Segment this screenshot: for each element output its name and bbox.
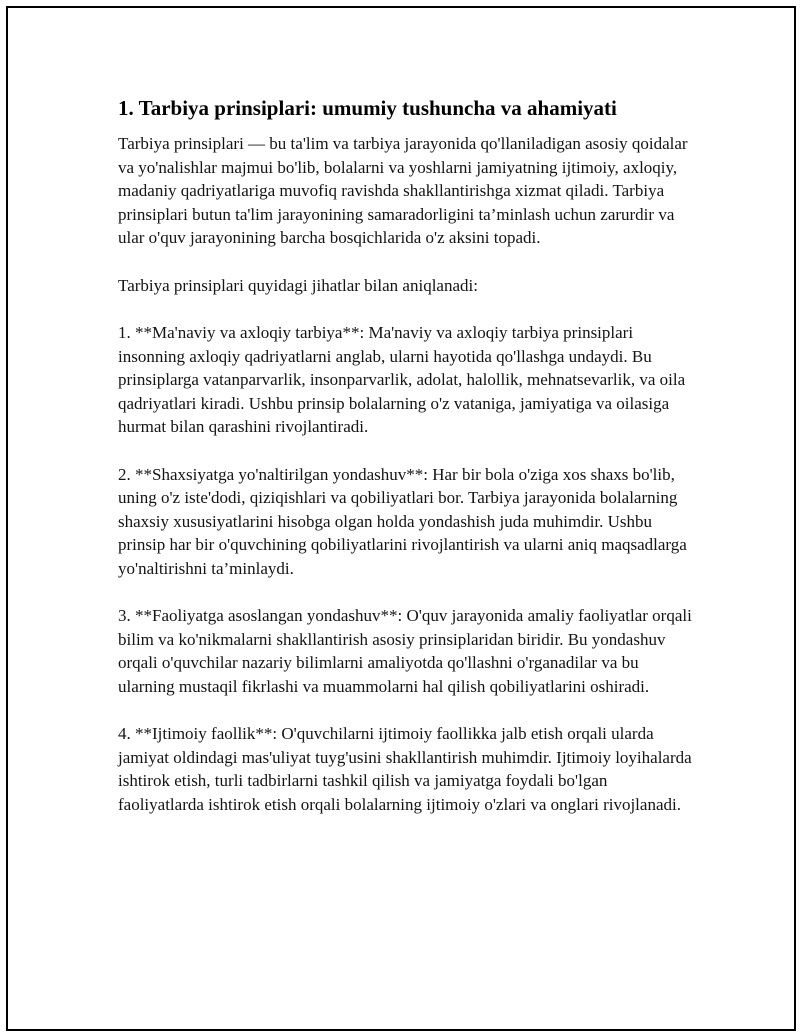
principle-paragraph-2: 2. **Shaxsiyatga yo'naltirilgan yondashuv**: Har bir bola o'ziga xos shaxs bo'lib, uning o'z iste'dodi, qiziqishlari va qobiliyatlari bor. Tarbiya jarayonida bolalarning shaxsiy xususiyatlarini hisobga olgan holda yondashish juda muhimdir. Ushbu prinsip har bir o'quvchining qobiliyatlarini rivojlantirish va ularni aniq maqsadlarga yo'naltirishni ta’minlaydi. [118,464,687,578]
intro-paragraph: Tarbiya prinsiplari — bu ta'lim va tarbiya jarayonida qo'llaniladigan asosiy qoidalar va yo'nalishlar majmui bo'lib, bolalarni va yoshlarni jamiyatning ijtimoiy, axloqiy, madaniy qadriyatlariga muvofiq ravishda shakllantirishga xizmat qiladi. Tarbiya prinsiplari butun ta'lim jarayonining samaradorligini ta’minlash uchun zarurdir va ular o'quv jarayonining barcha bosqichlarida o'z aksini topadi. [118,134,688,247]
principle-paragraph-3: 3. **Faoliyatga asoslangan yondashuv**: O'quv jarayonida amaliy faoliyatlar orqali bilim va ko'nikmalarni shakllantirish asosiy prinsiplaridan biridir. Bu yondashuv orqali o'quvchilar nazariy bilimlarni amaliyotda qo'llashni o'rganadilar va bu ularning mustaqil fikrlashi va muammolarni hal qilish qobiliyatlarini oshiradi. [118,606,692,696]
principle-paragraph-1: 1. **Ma'naviy va axloqiy tarbiya**: Ma'naviy va axloqiy tarbiya prinsiplari insonning axloqiy qadriyatlarni anglab, ularni hayotida qo'llashga undaydi. Bu prinsiplarga vatanparvarlik, insonparvarlik, adolat, halollik, mehnatsevarlik, va oila qadriyatlari kiradi. Ushbu prinsip bolalarning o'z vataniga, jamiyatiga va oilasiga hurmat bilan qarashini rivojlantiradi. [118,323,686,436]
section-heading: 1. Tarbiya prinsiplari: umumiy tushuncha va ahamiyati [118,96,617,120]
lead-in-paragraph: Tarbiya prinsiplari quyidagi jihatlar bilan aniqlanadi: [118,275,478,295]
document-body [118,94,693,840]
principle-paragraph-4: 4. **Ijtimoiy faollik**: O'quvchilarni ijtimoiy faollikka jalb etish orqali ularda jamiyat oldindagi mas'uliyat tuyg'usini shakllantirish muhimdir. Ijtimoiy loyihalarda ishtirok etish, turli tadbirlarni tashkil qilish va jamiyatga foydali bo'lgan faoliyatlarda ishtirok etish orqali bolalarning ijtimoiy o'zlari va onglari rivojlanadi. [118,724,692,814]
